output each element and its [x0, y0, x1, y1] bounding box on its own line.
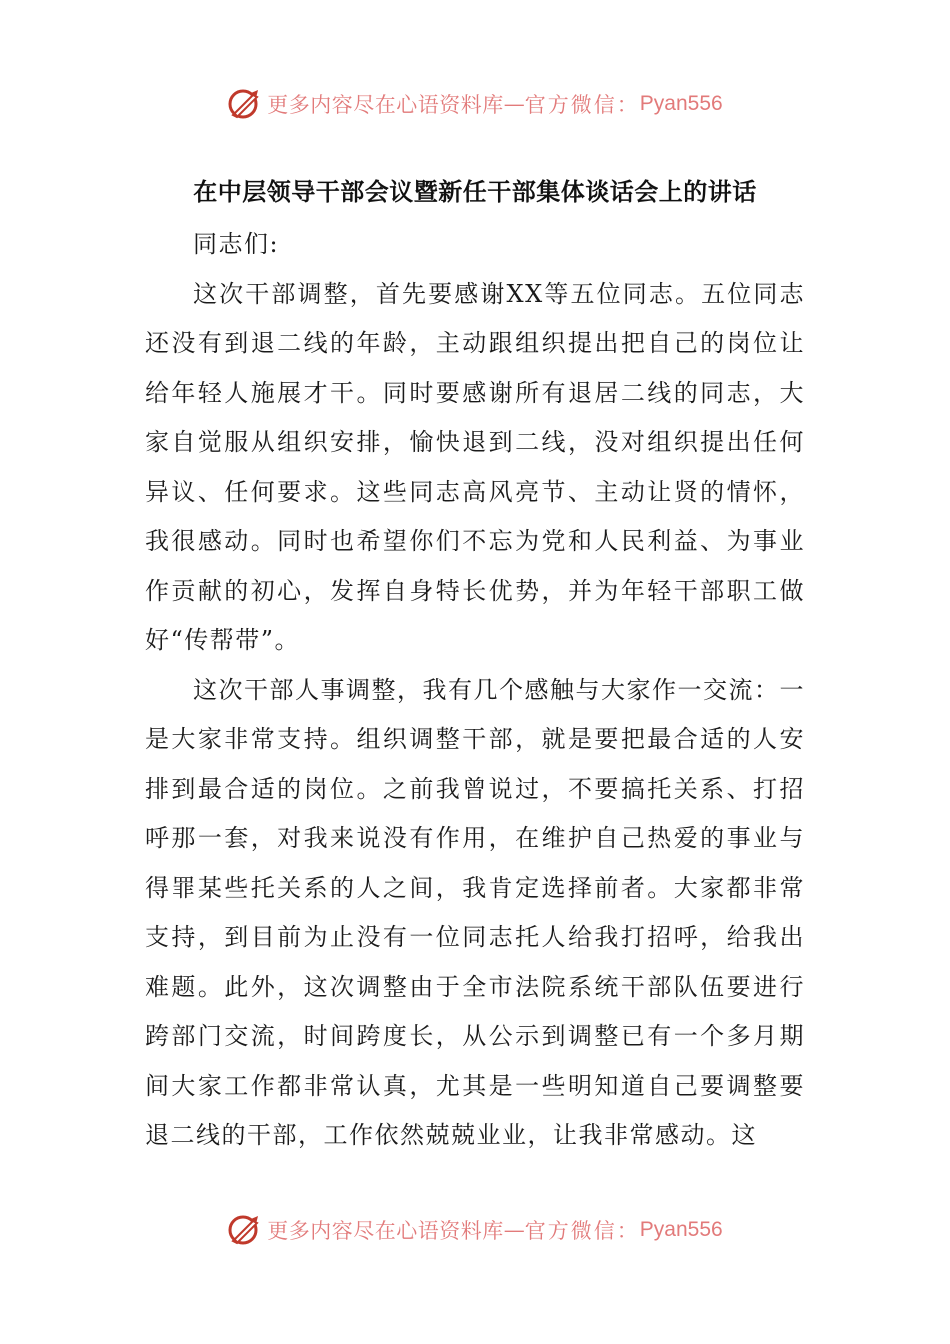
watermark-text: 更多内容尽在心语资料库 — [267, 93, 504, 117]
watermark-separator: — — [503, 92, 525, 116]
paragraph: 这次干部调整，首先要感谢XX等五位同志。五位同志还没有到退二线的年龄，主动跟组织提出把自己的岗位让给年轻人施展才干。同时要感谢所有退居二线的同志，大家自觉服从组织安排，愉快退到二线，没对组织提出任何异议、任何要求。这些同志高风亮节、主动让贤的情怀，我很感动。同时也希望你们不忘为党和人民利益、为事业作贡献的初心，发挥自身特长优势，并为年轻干部职工做好“传帮带”。 — [145, 279, 805, 654]
watermark-text: 更多内容尽在心语资料库 — [267, 1219, 504, 1243]
pen-logo-icon — [227, 1213, 261, 1247]
greeting: 同志们: — [193, 230, 280, 258]
document-body — [145, 220, 805, 1161]
watermark-wechat-label: 官方微信： — [524, 93, 640, 117]
watermark-wechat-id: Pyan556 — [639, 1218, 723, 1241]
header-watermark — [0, 84, 950, 124]
watermark-wechat-id: Pyan556 — [639, 92, 723, 115]
pen-logo-icon — [227, 87, 261, 121]
footer-watermark — [0, 1210, 950, 1250]
paragraph: 这次干部人事调整，我有几个感触与大家作一交流：一是大家非常支持。组织调整干部，就是要把最合适的人安排到最合适的岗位。之前我曾说过，不要搞托关系、打招呼那一套，对我来说没有作用，在维护自己热爱的事业与得罪某些托关系的人之间，我肯定选择前者。大家都非常支持，到目前为止没有一位同志托人给我打招呼，给我出难题。此外，这次调整由于全市法院系统干部队伍要进行跨部门交流，时间跨度长，从公示到调整已有一个多月期间大家工作都非常认真，尤其是一些明知道自己要调整要退二线的干部，工作依然兢兢业业，让我非常感动。这 — [145, 675, 805, 1149]
watermark-separator: — — [503, 1218, 525, 1242]
watermark-wechat-label: 官方微信： — [524, 1219, 640, 1243]
document-title: 在中层领导干部会议暨新任干部集体谈话会上的讲话 — [193, 177, 757, 206]
